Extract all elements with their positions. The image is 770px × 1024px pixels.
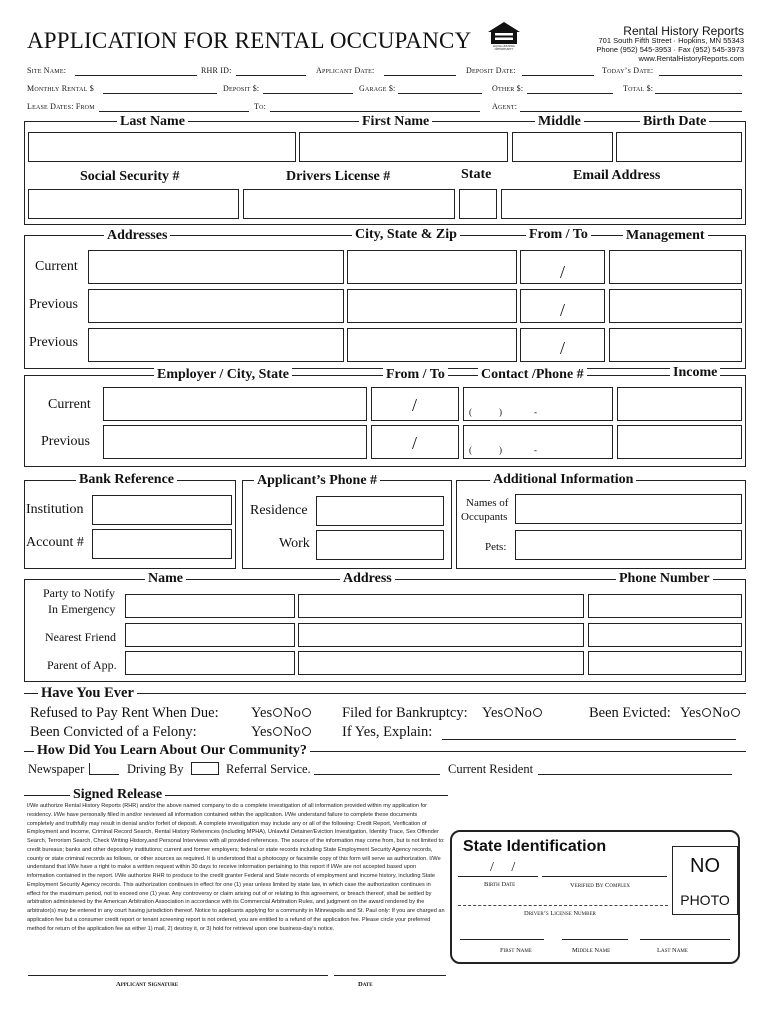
party-notify-label: Party to Notify <box>43 586 115 600</box>
company-website: www.RentalHistoryReports.com <box>638 54 744 63</box>
birth-date-input[interactable] <box>616 132 742 162</box>
phone-paren-close: ) <box>499 407 502 417</box>
yes-label: Yes <box>680 705 702 721</box>
garage-label: Garage $: <box>359 84 396 93</box>
middle-input[interactable] <box>512 132 613 162</box>
garage-field[interactable] <box>398 84 482 94</box>
evicted-yes-radio[interactable] <box>702 708 711 717</box>
address-row-label: Previous <box>29 297 78 312</box>
signed-release-title: Signed Release <box>70 787 165 803</box>
date-slash: / <box>412 395 418 415</box>
photo-text: PHOTO <box>680 892 730 908</box>
applicant-date-label: Applicant Date: <box>316 66 375 75</box>
explain-label: If Yes, Explain: <box>342 724 433 740</box>
applicant-date-field[interactable] <box>384 66 456 76</box>
names-of-label: Names of <box>466 497 509 509</box>
agent-field[interactable] <box>520 102 742 112</box>
address-row-label: Previous <box>29 335 78 350</box>
contact-name-label: Name <box>145 571 186 587</box>
address-input[interactable] <box>88 250 344 284</box>
no-label: No <box>712 705 730 721</box>
logo-caption: EQUAL HOUSING OPPORTUNITY <box>493 45 515 51</box>
release-text: I/We authorize Rental History Reports (RHR) and/or the above named company to do a complete investigation of all information provided within my application for residency. I/We have personally filled in and/or reviewed all information contained within the application. I/We understand failure to complete these documents completely and truthfully may result in denial and/or forfeit of deposit. A complete investigation may include any or all of the following: Credit Report, Verification of Employment and Income, Criminal Record Search, Rental History References (including MPHA), Unlawful Detainer/Eviction Investigation, Identity Trace, Sex Offender Search, Terrorism Search, Check Writing History,and Personal Interviews with all provided references. The source of the information may come from, but is not limited to: credit bureaus; banks and other depository institutions; current and former employers; federal or state records including State Employment Security Agency records, county or state criminal records as follows, or other sources as required. It is understood that a photocopy or facsimile copy of this form will serve as authorization. I/We understand that I/We have a right to make a written request within 30 days to receive information pertaining to this report if I/We are not accepted based upon information contained in the report. I/We authorize RHR to produce to the credit granter Federal and State records of employment and income history, including State Employment Security Agency records. This authorization continues in effect for one (1) year unless limited by state law, in which case the authorization continues in effect for the maximum period, not to exceed one (1) year. Any controversy or claim arising out of or relating to this agreement, or breach thereof, shall be settled by arbitration administered by the American Arbitration Association in accordance with its Commercial Arbitration Rules, and judgment on the award rendered by the arbitrator(s) may be entered in any court having jurisdiction thereof. Notice to applicants applying for a community in Minneapolis and St. Paul only: If you are charged an application fee but a consumer credit report or tenant screening report is not ordered, you are entitled to a refund of the application fee. Please circle your preferred method for return of the application fee as either 1) mail, 2) destroy it, or 3) hold for retrieval upon one business-day's notice. <box>27 803 445 932</box>
middle-label: Middle <box>535 114 584 130</box>
id-birth-date-label: Birth Date <box>484 881 516 888</box>
total-label: Total $: <box>623 84 654 93</box>
deposit-date-label: Deposit Date: <box>466 66 516 75</box>
state-label: State <box>458 167 494 183</box>
contact-address-input[interactable] <box>298 623 584 647</box>
no-label: No <box>514 705 532 721</box>
form-title: APPLICATION FOR RENTAL OCCUPANCY <box>27 28 472 53</box>
drivers-license-label: Drivers License # <box>283 169 393 185</box>
bank-reference-label: Bank Reference <box>76 472 177 488</box>
id-last-name-label: Last Name <box>657 947 688 954</box>
current-resident-field[interactable] <box>538 762 732 775</box>
from-to-label: From / To <box>526 227 591 243</box>
pets-label: Pets: <box>485 541 507 553</box>
address-input[interactable] <box>88 328 344 362</box>
other-label: Other $: <box>492 84 524 93</box>
contact-address-label: Address <box>340 571 395 587</box>
city-state-zip-input[interactable] <box>347 289 517 323</box>
id-license-field[interactable] <box>458 896 668 906</box>
employer-row-label: Previous <box>41 434 90 449</box>
bankruptcy-yes-radio[interactable] <box>504 708 513 717</box>
date-slash: / <box>560 300 566 320</box>
income-input[interactable] <box>617 387 742 421</box>
refused-no-radio[interactable] <box>302 708 311 717</box>
city-state-zip-input[interactable] <box>347 250 517 284</box>
email-label: Email Address <box>570 168 663 184</box>
parent-label: Parent of App. <box>47 658 117 672</box>
city-state-zip-label: City, State & Zip <box>352 227 460 243</box>
pets-input[interactable] <box>515 530 742 560</box>
birth-date-label: Birth Date <box>640 114 709 130</box>
contact-phone-input[interactable] <box>463 387 613 421</box>
contact-name-input[interactable] <box>125 594 295 618</box>
deposit-date-field[interactable] <box>522 66 594 76</box>
management-input[interactable] <box>609 289 742 323</box>
emp-from-to-label: From / To <box>383 367 448 383</box>
agent-label: Agent: <box>492 102 518 111</box>
company-address: 701 South Fifth Street · Hopkins, MN 55343 <box>598 36 744 45</box>
management-input[interactable] <box>609 250 742 284</box>
employer-input[interactable] <box>103 387 367 421</box>
refused-options <box>251 705 312 722</box>
party-notify-label-2: In Emergency <box>48 602 116 616</box>
refused-question: Refused to Pay Rent When Due: <box>30 705 219 721</box>
photo-no-text: NO <box>690 855 720 877</box>
ssn-input[interactable] <box>28 189 239 219</box>
convicted-question: Been Convicted of a Felony: <box>30 724 197 740</box>
account-input[interactable] <box>92 529 232 559</box>
deposit-field[interactable] <box>263 84 353 94</box>
yes-label: Yes <box>482 705 504 721</box>
convicted-no-radio[interactable] <box>302 727 311 736</box>
institution-label: Institution <box>26 502 84 517</box>
newspaper-checkbox[interactable] <box>89 763 119 775</box>
id-verified-label: Verified By Complex <box>570 882 630 889</box>
date-slash: / <box>560 338 566 358</box>
contact-phone-label: Contact /Phone # <box>478 367 587 383</box>
first-name-input[interactable] <box>299 132 508 162</box>
explain-field[interactable] <box>442 724 736 740</box>
refused-yes-radio[interactable] <box>273 708 282 717</box>
monthly-rental-label: Monthly Rental $ <box>27 84 94 93</box>
phone-dash: - <box>534 445 537 455</box>
contact-phone-input[interactable] <box>588 623 742 647</box>
no-label: No <box>283 724 301 740</box>
management-label: Management <box>623 228 708 244</box>
company-name: Rental History Reports <box>623 24 744 38</box>
todays-date-label: Today’s Date: <box>602 66 654 75</box>
rhr-id-label: RHR ID: <box>201 66 232 75</box>
state-input[interactable] <box>459 189 497 219</box>
first-name-label: First Name <box>359 114 432 130</box>
current-resident-label: Current Resident <box>448 762 534 776</box>
contact-name-input[interactable] <box>125 651 295 675</box>
referral-label: Referral Service. <box>226 762 311 776</box>
lease-from-label: Lease Dates: From <box>27 102 95 111</box>
yes-label: Yes <box>251 705 273 721</box>
additional-info-label: Additional Information <box>490 472 636 488</box>
lease-to-field[interactable] <box>270 102 480 112</box>
phone-paren-open: ( <box>469 445 472 455</box>
management-input[interactable] <box>609 328 742 362</box>
institution-input[interactable] <box>92 495 232 525</box>
ssn-label: Social Security # <box>77 169 183 185</box>
employer-label: Employer / City, State <box>154 367 292 383</box>
bankruptcy-question: Filed for Bankruptcy: <box>342 705 468 721</box>
residence-phone-input[interactable] <box>316 496 444 526</box>
city-state-zip-input[interactable] <box>347 328 517 362</box>
phone-paren-close: ) <box>499 445 502 455</box>
addresses-label: Addresses <box>104 228 170 244</box>
date-slash: / <box>412 433 418 453</box>
id-middle-name-label: Middle Name <box>572 947 611 954</box>
contact-phone-number-label: Phone Number <box>616 571 713 587</box>
other-field[interactable] <box>527 84 613 94</box>
site-name-field[interactable] <box>75 66 197 76</box>
id-first-name-field[interactable] <box>460 930 544 940</box>
occupants-input[interactable] <box>515 494 742 524</box>
id-first-name-label: First Name <box>500 947 532 954</box>
driving-by-checkbox[interactable] <box>191 762 219 775</box>
date-label: Date <box>358 981 373 988</box>
convicted-yes-radio[interactable] <box>273 727 282 736</box>
date-slash: / <box>560 262 566 282</box>
phone-dash: - <box>534 407 537 417</box>
date-field[interactable] <box>334 974 446 976</box>
applicant-phone-label: Applicant’s Phone # <box>254 473 380 489</box>
address-row-label: Current <box>35 259 78 274</box>
contact-address-input[interactable] <box>298 594 584 618</box>
bankruptcy-no-radio[interactable] <box>533 708 542 717</box>
employer-input[interactable] <box>103 425 367 459</box>
evicted-options <box>680 705 741 722</box>
applicant-signature-label: Applicant Signature <box>116 981 179 988</box>
rhr-id-field[interactable] <box>236 66 306 76</box>
last-name-input[interactable] <box>28 132 296 162</box>
id-license-label: Driver’s License Number <box>524 910 596 917</box>
state-id-title: State Identification <box>463 838 607 855</box>
income-label: Income <box>670 365 720 381</box>
total-field[interactable] <box>655 84 742 94</box>
drivers-license-input[interactable] <box>243 189 455 219</box>
work-label: Work <box>279 536 310 551</box>
lease-from-field[interactable] <box>99 102 249 112</box>
phone-paren-open: ( <box>469 407 472 417</box>
id-middle-name-field[interactable] <box>562 930 628 940</box>
convicted-options <box>251 724 312 741</box>
signature-field[interactable] <box>28 974 328 976</box>
driving-by-label: Driving By <box>127 762 184 776</box>
contact-name-input[interactable] <box>125 623 295 647</box>
bankruptcy-options <box>482 705 543 722</box>
newspaper-label: Newspaper <box>28 762 85 776</box>
employer-row-label: Current <box>48 397 91 412</box>
evicted-question: Been Evicted: <box>589 705 671 721</box>
lease-to-label: To: <box>254 102 267 111</box>
contact-address-input[interactable] <box>298 651 584 675</box>
todays-date-field[interactable] <box>659 66 742 76</box>
equal-housing-logo <box>484 20 524 52</box>
contact-phone-input[interactable] <box>588 651 742 675</box>
account-label: Account # <box>26 535 84 550</box>
monthly-rental-field[interactable] <box>103 84 217 94</box>
occupants-label: Occupants <box>461 511 508 523</box>
community-title: How Did You Learn About Our Community? <box>34 743 310 759</box>
evicted-no-radio[interactable] <box>731 708 740 717</box>
email-input[interactable] <box>501 189 742 219</box>
nearest-friend-label: Nearest Friend <box>45 630 116 644</box>
id-birth-date-slashes: / / <box>490 860 516 875</box>
address-input[interactable] <box>88 289 344 323</box>
yes-label: Yes <box>251 724 273 740</box>
residence-label: Residence <box>250 503 308 518</box>
id-verified-field[interactable] <box>542 864 667 877</box>
have-you-ever-title: Have You Ever <box>38 685 137 701</box>
referral-field[interactable] <box>314 762 440 775</box>
deposit-label: Deposit $: <box>223 84 260 93</box>
contact-phone-input[interactable] <box>588 594 742 618</box>
company-phones: Phone (952) 545-3953 · Fax (952) 545-3973 <box>596 45 744 54</box>
id-birth-date-field[interactable] <box>458 864 538 877</box>
last-name-label: Last Name <box>117 114 188 130</box>
site-name-label: Site Name: <box>27 66 67 75</box>
contact-phone-input[interactable] <box>463 425 613 459</box>
work-phone-input[interactable] <box>316 530 444 560</box>
no-label: No <box>283 705 301 721</box>
income-input[interactable] <box>617 425 742 459</box>
id-last-name-field[interactable] <box>640 930 730 940</box>
